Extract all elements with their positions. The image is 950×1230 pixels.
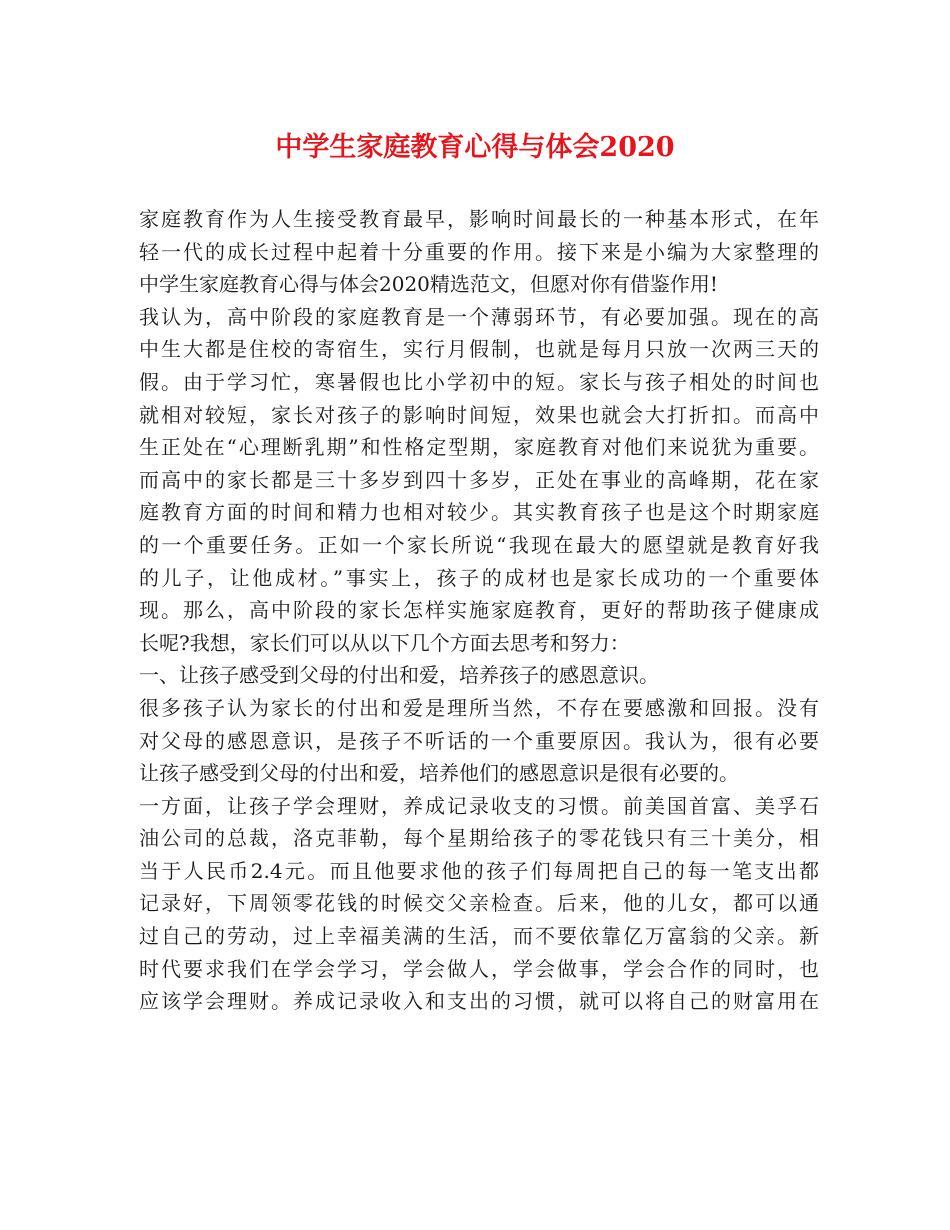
body-line: 长呢?我想，家长们可以从以下几个方面去思考和努力：: [139, 630, 630, 655]
body-line: 一方面，让孩子学会理财，养成记录收支的习惯。前美国首富、美孚石: [139, 793, 819, 818]
document-body: [139, 203, 819, 1018]
body-line: 过自己的劳动，过上幸福美满的生活，而不要依靠亿万富翁的父亲。新: [139, 924, 819, 949]
body-line: 中生大都是住校的寄宿生，实行月假制，也就是每月只放一次两三天的: [139, 337, 819, 362]
body-line: 让孩子感受到父母的付出和爱，培养他们的感恩意识是很有必要的。: [139, 761, 739, 786]
body-line: 我认为，高中阶段的家庭教育是一个薄弱环节，有必要加强。现在的高: [139, 304, 819, 329]
body-line: 家庭教育作为人生接受教育最早，影响时间最长的一种基本形式，在年: [139, 207, 819, 231]
body-line: 假。由于学习忙，寒暑假也比小学初中的短。家长与孩子相处的时间也: [139, 369, 819, 394]
body-line: 的儿子，让他成材。”事实上，孩子的成材也是家长成功的一个重要体: [139, 565, 819, 590]
body-line: 当于人民币2.4元。而且他要求他的孩子们每周把自己的每一笔支出都: [139, 858, 819, 883]
document-title: 中学生家庭教育心得与体会2020: [275, 132, 675, 163]
body-line: 油公司的总裁，洛克菲勒，每个星期给孩子的零花钱只有三十美分，相: [139, 826, 819, 851]
body-line: 中学生家庭教育心得与体会2020精选范文，但愿对你有借鉴作用!: [139, 272, 718, 297]
body-line: 很多孩子认为家长的付出和爱是理所当然，不存在要感激和回报。没有: [139, 695, 819, 720]
body-line: 而高中的家长都是三十多岁到四十多岁，正处在事业的高峰期，花在家: [139, 467, 819, 492]
body-line: 时代要求我们在学会学习，学会做人，学会做事，学会合作的同时，也: [139, 956, 819, 981]
body-line: 对父母的感恩意识，是孩子不听话的一个重要原因。我认为，很有必要: [139, 728, 819, 753]
body-line: 应该学会理财。养成记录收入和支出的习惯，就可以将自己的财富用在: [139, 989, 819, 1014]
body-line: 现。那么，高中阶段的家长怎样实施家庭教育，更好的帮助孩子健康成: [139, 598, 819, 623]
body-line: 记录好，下周领零花钱的时候交父亲检查。后来，他的儿女，都可以通: [139, 891, 819, 916]
body-line: 一、让孩子感受到父母的付出和爱，培养孩子的感恩意识。: [139, 663, 659, 688]
body-line: 庭教育方面的时间和精力也相对较少。其实教育孩子也是这个时期家庭: [139, 500, 819, 525]
body-line: 的一个重要任务。正如一个家长所说“我现在最大的愿望就是教育好我: [139, 532, 819, 557]
body-line: 生正处在“心理断乳期”和性格定型期，家庭教育对他们来说犹为重要。: [139, 435, 819, 460]
body-line: 就相对较短，家长对孩子的影响时间短，效果也就会大打折扣。而高中: [139, 402, 819, 427]
body-line: 轻一代的成长过程中起着十分重要的作用。接下来是小编为大家整理的: [139, 239, 819, 264]
